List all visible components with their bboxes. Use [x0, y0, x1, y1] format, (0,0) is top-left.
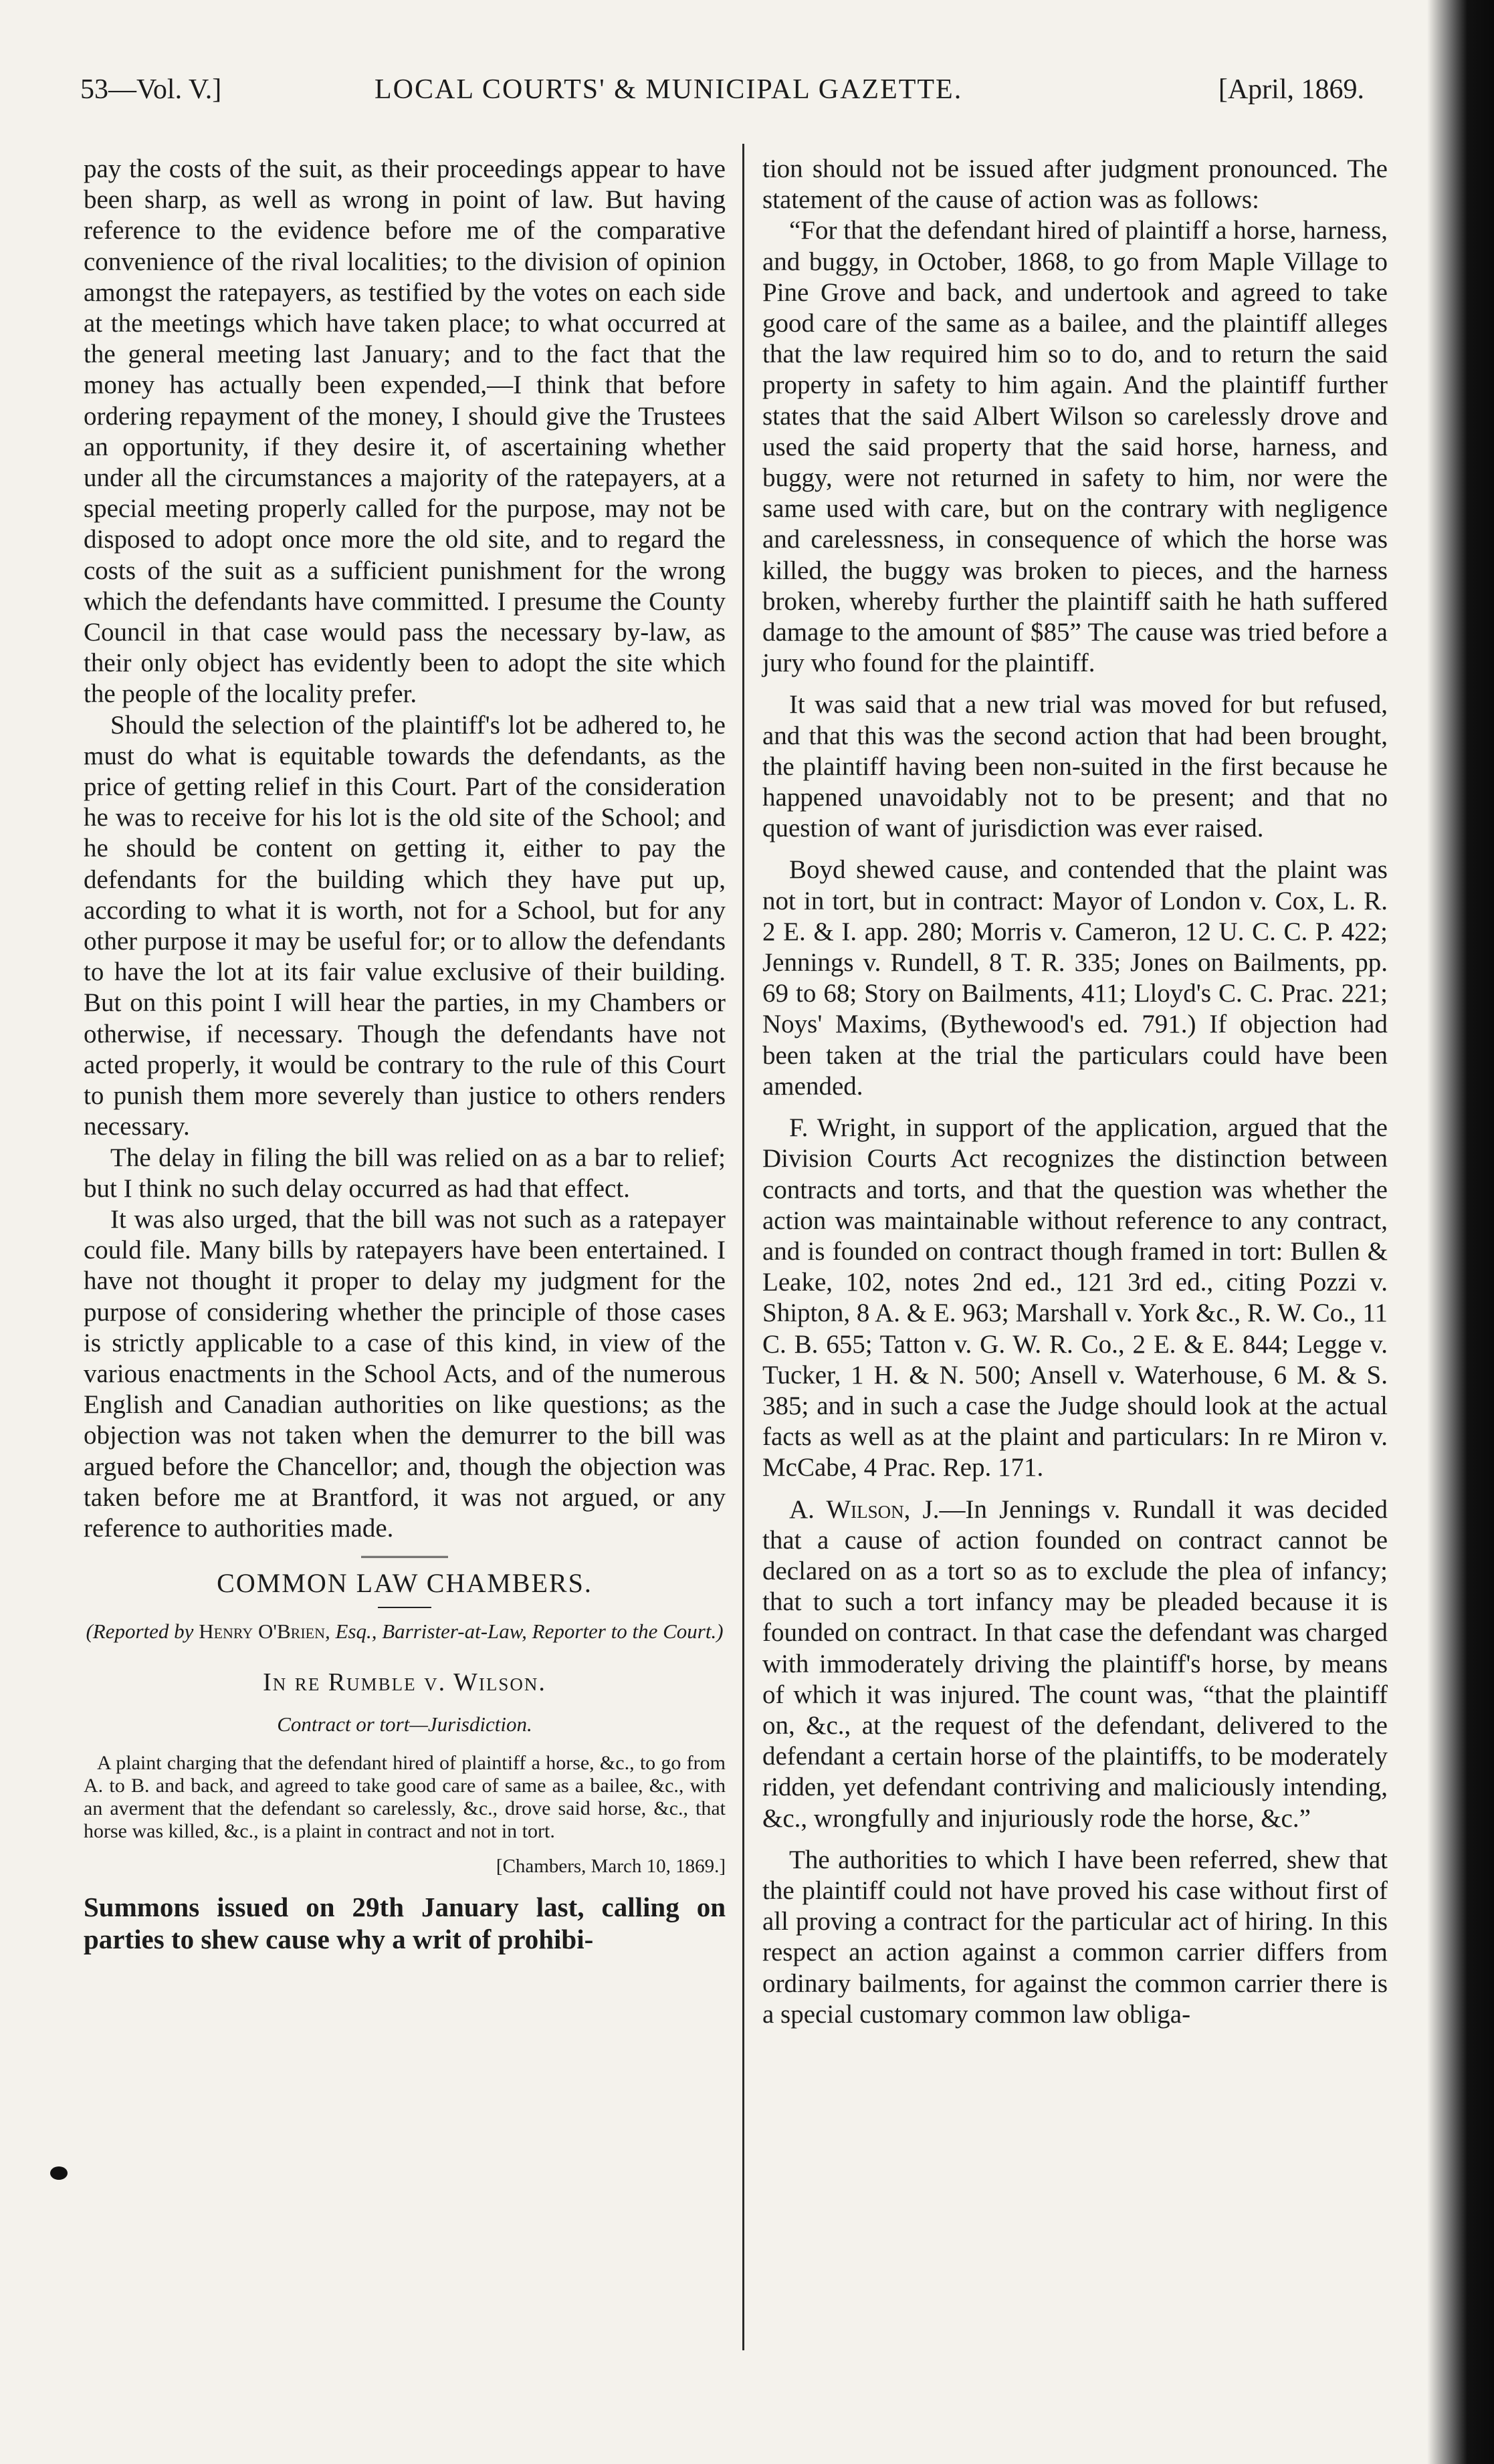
paragraph: Summons issued on 29th January last, calling on parties to shew cause why a writ of prohibi-: [84, 1891, 726, 1954]
right-column: [762, 154, 1388, 2030]
short-rule: [378, 1607, 431, 1608]
paragraph: Boyd shewed cause, and contended that the plaint was not in tort, but in contract: Mayor of London v. Cox, L. R. 2 E. & I. app. 280; Morris v. Cameron, 12 U. C. C. P. 422; Jennings v. Rundell, 8 T. R. 335; Jones on Bailments, pp. 69 to 68; Story on Bailments, 411; Lloyd's C. C. Prac. 221; Noys' Maxims, (Bythewood's ed. 791.) If objection had been taken at the trial the particulars could have been amended.: [762, 855, 1388, 1101]
paragraph: Should the selection of the plaintiff's lot be adhered to, he must do what is equitable towards the defendants, as the price of getting relief in this Court. Part of the consideration he was to receive for his lot is the old site of the School; and he should be content on getting it, either to pay the defendants for the building which they have put up, according to what it is worth, not for a School, but for any other purpose it may be useful for; or to allow the defendants to have the lot at its fair value exclusive of their building. But on this point I will hear the parties, in my Chambers or otherwise, if necessary. Though the defendants have not acted properly, it would be contrary to the rule of this Court to punish them more severely than justice to others renders necessary.: [84, 710, 726, 1141]
paragraph: pay the costs of the suit, as their proceedings appear to have been sharp, as well as wrong in point of law. But having reference to the evidence before me of the comparative convenience of the rival localities; to the division of opinion amongst the ratepayers, as testified by the votes on each side at the meetings which have taken place; to what occurred at the general meeting last January; and to the fact that the money has actually been expended,—I think that before ordering repayment of the money, I should give the Trustees an opportunity, if they desire it, of ascertaining whether under all the circumstances a majority of the ratepayers, at a special meeting properly called for the purpose, may not be disposed to adopt once more the old site, and to regard the costs of the suit as a sufficient punishment for the wrong which the defendants have committed. I presume the County Council in that case would pass the necessary by-law, as their only object has evidently been to adopt the site which the people of the locality prefer.: [84, 154, 726, 709]
paragraph: The authorities to which I have been referred, shew that the plaintiff could not have proved his case without first of all proving a contract for the particular act of hiring. In this respect an action against a common carrier differs from ordinary bailments, for against the common carrier there is a special customary common law obliga-: [762, 1845, 1388, 2029]
quoted-statement: “For that the defendant hired of plaintiff a horse, harness, and buggy, in October, 1868, to go from Maple Village to Pine Grove and back, and undertook and agreed to take good care of the same as a bailee, and the plaintiff alleges that the law required him so to do, and to return the said property in safety to him again. And the plaintiff further states that the said Albert Wilson so carelessly drove and used the said property that the said horse, harness, and buggy, were not returned in safety to him, nor were the same used with care, but on the contrary with negligence and carelessness, in consequence of which the horse was killed, the buggy was broken to pieces, and the harness broken, whereby further the plaintiff saith he hath suffered damage to the amount of $85” The cause was tried before a jury who found for the plaintiff.: [762, 216, 1388, 678]
spacer: [762, 679, 1388, 689]
publication-title: LOCAL COURTS' & MUNICIPAL GAZETTE.: [375, 74, 963, 105]
judge-name: A. Wilson, J.: [789, 1494, 940, 1524]
volume-number: 53—Vol. V.]: [80, 74, 222, 105]
dateline: [Chambers, March 10, 1869.]: [496, 1855, 726, 1877]
paragraph: It was also urged, that the bill was not such as a ratepayer could file. Many bills by ratepayers have been entertained. I have not thought it proper to delay my judgment for the purpose of considering whether the principle of those cases is strictly applicable to a case of this kind, in view of the various enactments in the School Acts, and of the numerous English and Canadian authorities on like questions; as the objection was not taken when the demurrer to the bill was argued before the Chancellor; and, though the objection was taken before me at Brantford, it was not argued, or any reference to authorities made.: [84, 1204, 726, 1543]
issue-date: [April, 1869.: [1218, 74, 1364, 105]
paragraph: tion should not be issued after judgment pronounced. The statement of the cause of action was as follows:: [762, 154, 1388, 215]
page-header: [80, 74, 1364, 127]
case-title: In re Rumble v. Wilson.: [263, 1668, 546, 1697]
paragraph: [762, 1494, 1388, 1834]
paragraph: The delay in filing the bill was relied on as a bar to relief; but I think no such delay occurred as had that effect.: [84, 1143, 726, 1203]
reporter-name: Henry O'Brien: [199, 1619, 325, 1644]
ink-blot: [50, 2166, 68, 2180]
paragraph: It was said that a new trial was moved for but refused, and that this was the second action that had been brought, the plaintiff having been non-suited in the first because he happened unavoidably not to be present; and that no question of want of jurisdiction was ever raised.: [762, 690, 1388, 843]
reporter-credit: [84, 1620, 726, 1643]
section-title: COMMON LAW CHAMBERS.: [217, 1568, 593, 1599]
spacer: [762, 1834, 1388, 1845]
paragraph: F. Wright, in support of the application, argued that the Division Courts Act recognizes the distinction between contracts and torts, and that the question was whether the action was maintainable without reference to any contract, and is founded on contract though framed in tort: Bullen & Leake, 102, notes 2nd ed., 121 3rd ed., citing Pozzi v. Shipton, 8 A. & E. 963; Marshall v. York &c., R. W. Co., 11 C. B. 655; Tatton v. G. W. R. Co., 2 E. & E. 844; Legge v. Tucker, 1 H. & N. 500; Ansell v. Waterhouse, 6 M. & S. 385; and in such a case the Judge should look at the actual facts as well as at the plaint and particulars: In re Miron v. McCabe, 4 Prac. Rep. 171.: [762, 1113, 1388, 1482]
spacer: [762, 1484, 1388, 1494]
spacer: [762, 1102, 1388, 1113]
reporter-suffix: , Esq., Barrister-at-Law, Reporter to the Court.): [324, 1619, 724, 1644]
left-column: [84, 154, 726, 1955]
judgment-text: —In Jennings v. Rundall it was decided that a cause of action founded on contract cannot be declared on as a tort so as to exclude the plea of infancy; that to such a tort infancy may be pleaded because it is founded on contract. In that case the defendant was charged with immoderately driving the plaintiff's horse, by means of which it was injured. The count was, “that the plaintiff on, &c., at the request of the defendant, delivered to the defendant a certain horse of the plaintiffs, to be moderately ridden, yet defendant contriving and maliciously intending, &c., wrongfully and injuriously rode the horse, &c.”: [762, 1494, 1388, 1833]
section-rule: [361, 1556, 448, 1560]
column-divider: [742, 144, 744, 2350]
scanned-page-edge: [1427, 0, 1494, 2464]
headnote: A plaint charging that the defendant hired of plaintiff a horse, &c., to go from A. to B. and back, and agreed to take good care of same as a bailee, &c., with an averment that the defendant so carelessly, &c., drove said horse, &c., that horse was killed, &c., is a plaint in contract and not in tort.: [84, 1751, 726, 1842]
reporter-prefix: (Reported by: [86, 1619, 199, 1644]
spacer: [762, 844, 1388, 855]
case-subtitle: Contract or tort—Jurisdiction.: [277, 1712, 532, 1736]
